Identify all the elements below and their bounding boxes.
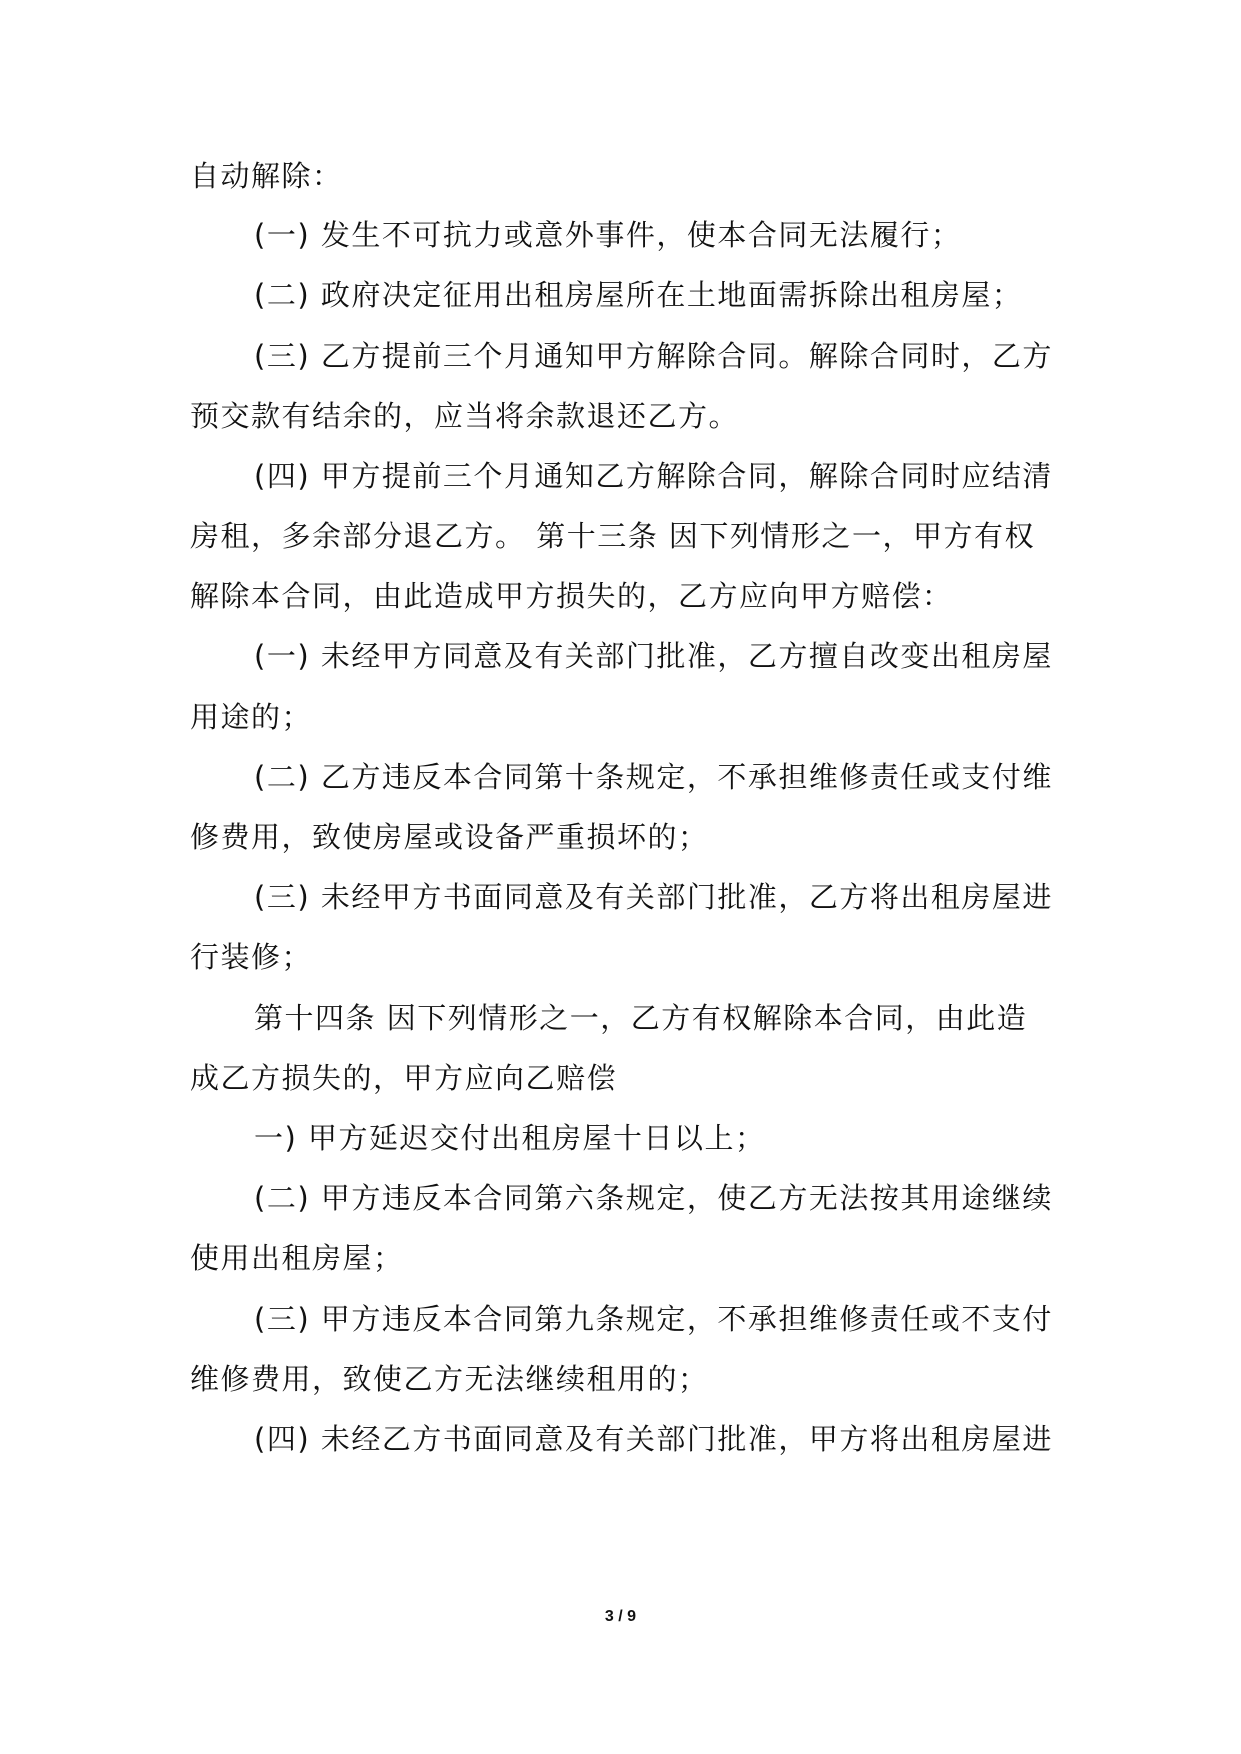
text-line: 预交款有结余的，应当将余款退还乙方。 [190, 399, 740, 433]
text-line: 一) 甲方延迟交付出租房屋十日以上； [254, 1121, 766, 1155]
text-line: 自动解除： [190, 159, 343, 193]
text-line: 成乙方损失的，甲方应向乙赔偿 [190, 1061, 618, 1095]
text-line: (三) 甲方违反本合同第九条规定，不承担维修责任或不支付 [254, 1302, 1053, 1336]
page-number: 3 / 9 [604, 1608, 637, 1625]
text-line: (四) 未经乙方书面同意及有关部门批准，甲方将出租房屋进 [254, 1422, 1053, 1456]
text-line: (四) 甲方提前三个月通知乙方解除合同，解除合同时应结清 [254, 459, 1053, 493]
text-line: 修费用，致使房屋或设备严重损坏的； [190, 820, 709, 854]
text-line: 行装修； [190, 940, 313, 974]
text-line: (三) 未经甲方书面同意及有关部门批准，乙方将出租房屋进 [254, 880, 1053, 914]
text-line: (一) 未经甲方同意及有关部门批准，乙方擅自改变出租房屋 [254, 639, 1053, 673]
text-line: (一) 发生不可抗力或意外事件，使本合同无法履行； [254, 218, 962, 252]
text-line: (二) 甲方违反本合同第六条规定，使乙方无法按其用途继续 [254, 1181, 1053, 1215]
text-line: 第十四条 因下列情形之一，乙方有权解除本合同，由此造 [254, 1001, 1028, 1035]
text-line: 解除本合同，由此造成甲方损失的，乙方应向甲方赔偿： [190, 579, 953, 613]
text-line: (二) 乙方违反本合同第十条规定，不承担维修责任或支付维 [254, 760, 1053, 794]
text-line: 房租，多余部分退乙方。 第十三条 因下列情形之一，甲方有权 [190, 519, 1035, 553]
text-line: 用途的； [190, 700, 313, 734]
text-line: 维修费用，致使乙方无法继续租用的； [190, 1362, 709, 1396]
text-line: 使用出租房屋； [190, 1241, 404, 1275]
text-line: (三) 乙方提前三个月通知甲方解除合同。解除合同时，乙方 [254, 339, 1053, 373]
text-line: (二) 政府决定征用出租房屋所在土地面需拆除出租房屋； [254, 278, 1023, 312]
